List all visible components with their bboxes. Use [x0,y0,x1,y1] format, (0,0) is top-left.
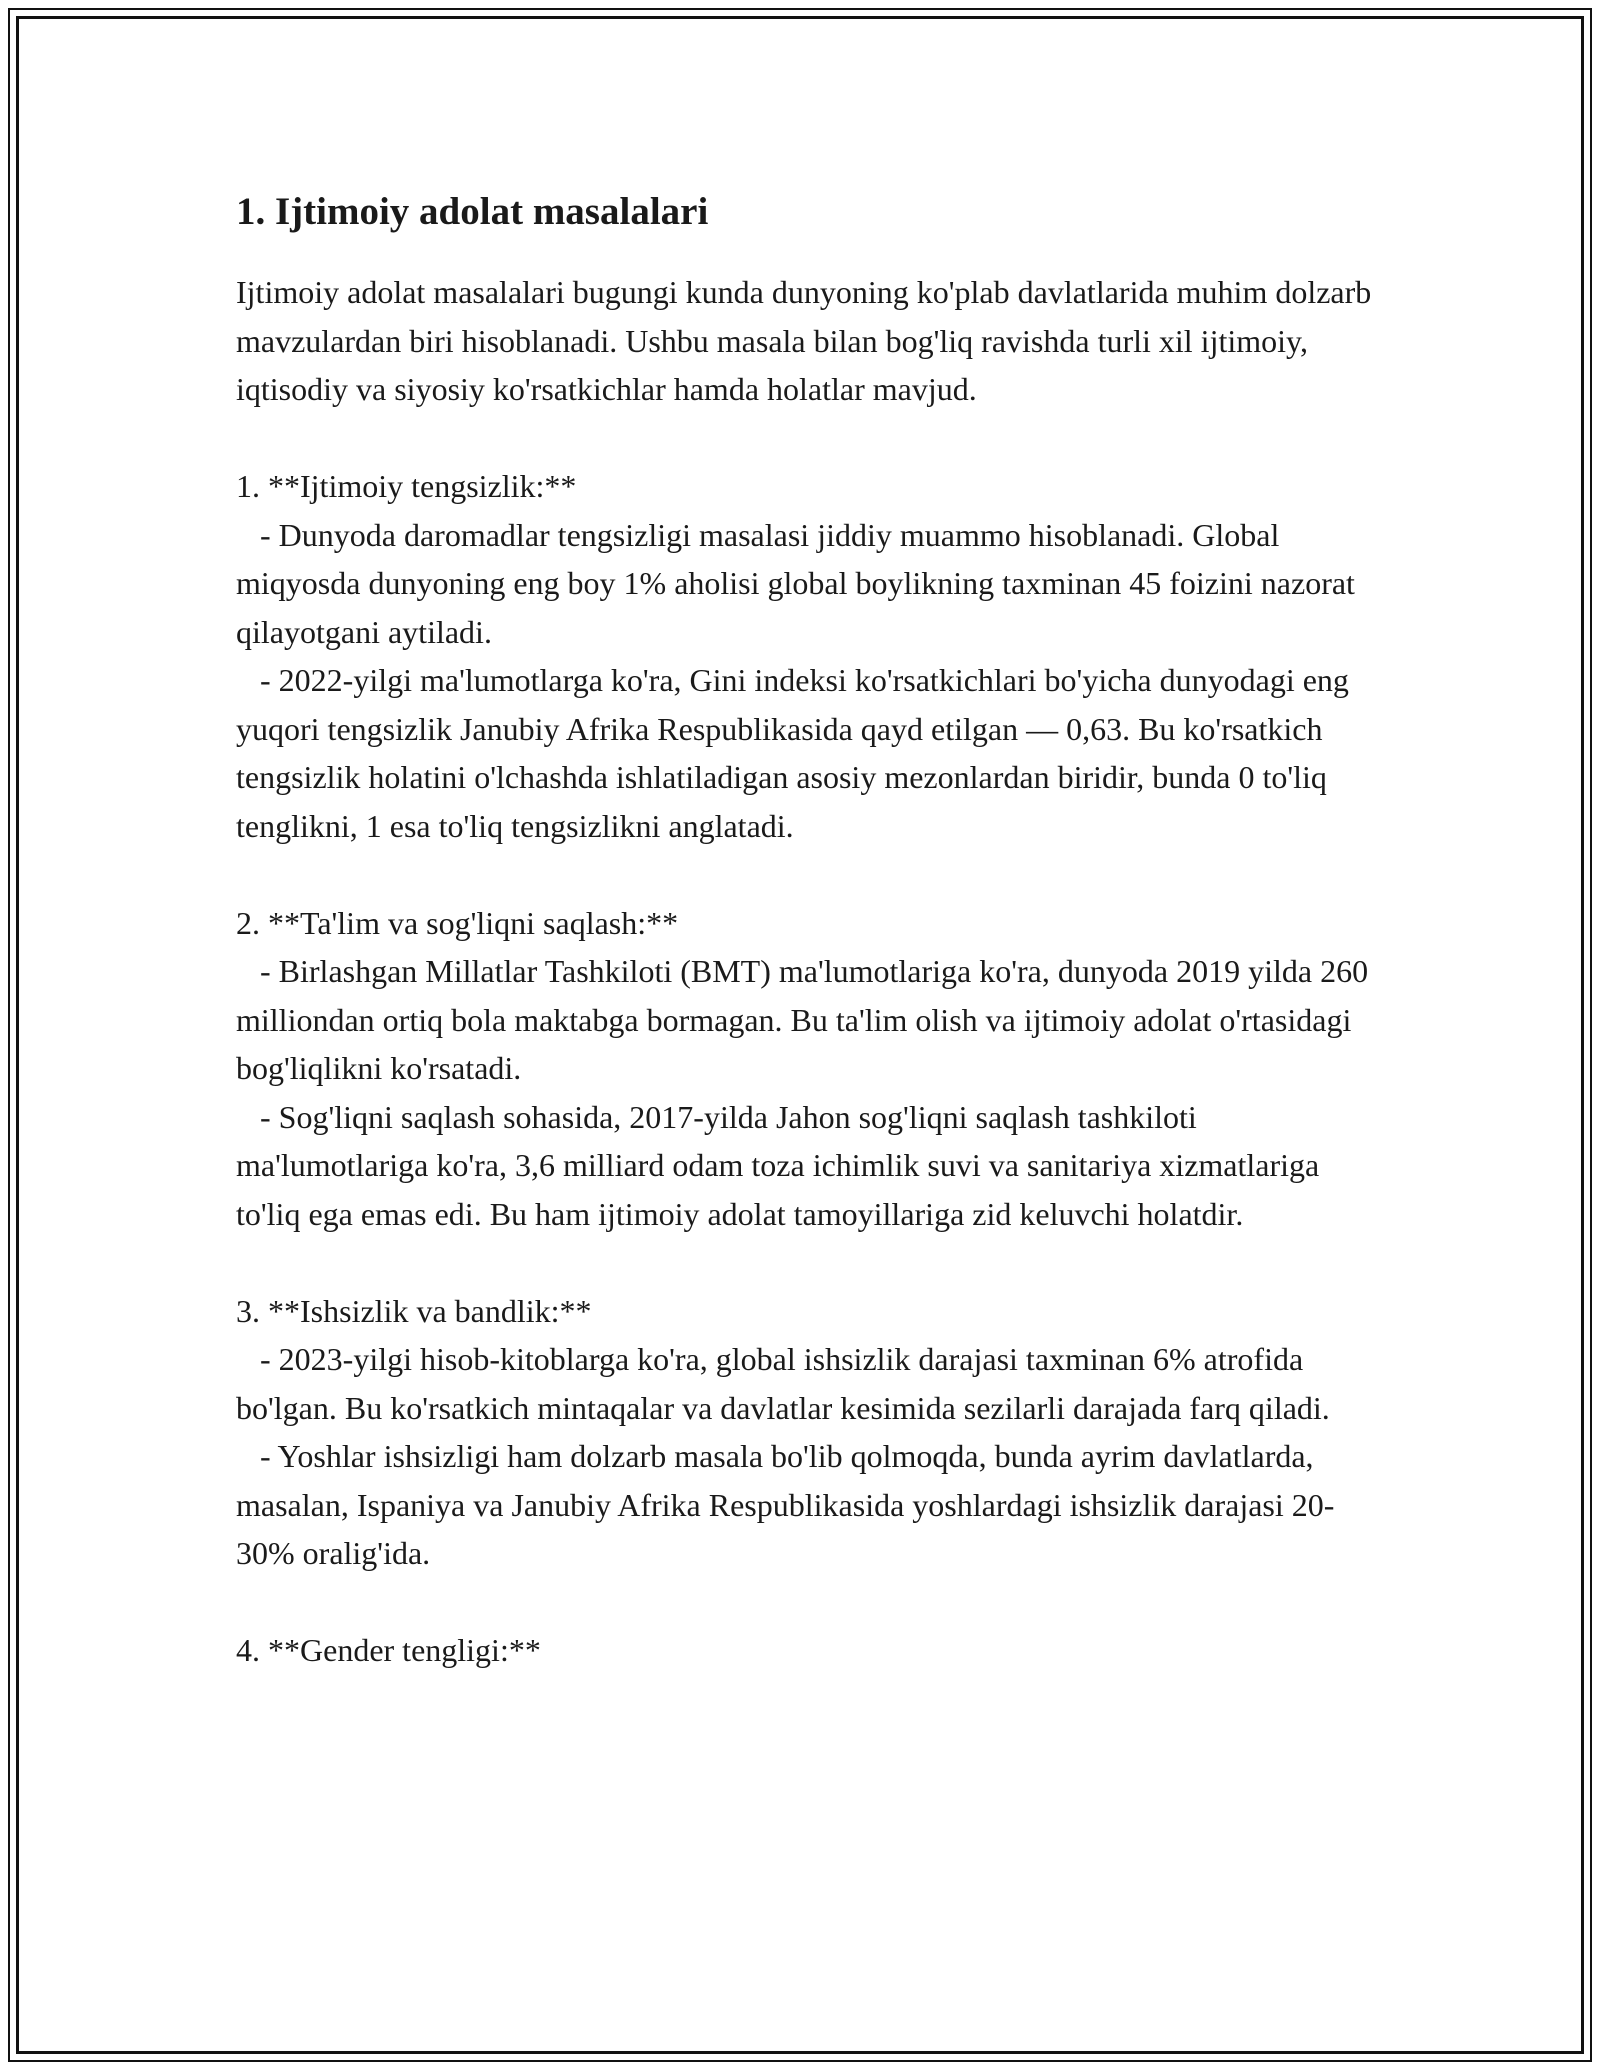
section-unemployment [236,1287,1386,1578]
section-bullet: - Dunyoda daromadlar tengsizligi masalasi jiddiy muammo hisoblanadi. Global miqyosda dunyoning eng boy 1% aholisi global boylikning taxminan 45 foizini nazorat qilayotgani aytiladi. [236,516,1363,650]
spacer [236,414,1386,463]
section-education-health [236,899,1386,1239]
section-bullet: - Sog'liqni saqlash sohasida, 2017-yilda Jahon sog'liqni saqlash tashkiloti ma'lumotlariga ko'ra, 3,6 milliard odam toza ichimlik suvi va sanitariya xizmatlariga to'liq ega emas edi. Bu ham ijtimoiy adolat tamoyillariga zid keluvchi holatdir. [236,1098,1328,1232]
section-bullet: - 2023-yilgi hisob-kitoblarga ko'ra, global ishsizlik darajasi taxminan 6% atrofida bo'lgan. Bu ko'rsatkich mintaqalar va davlatlar kesimida sezilarli darajada farq qiladi. [236,1341,1330,1426]
section-bullet: - 2022-yilgi ma'lumotlarga ko'ra, Gini indeksi ko'rsatkichlari bo'yicha dunyodagi eng yuqori tengsizlik Janubiy Afrika Respublikasida qayd etilgan — 0,63. Bu ko'rsatkich tengsizlik holatini o'lchashda ishlatiladigan asosiy mezonlardan biridir, bunda 0 to'liq tenglikni, 1 esa to'liq tengsizlikni anglatadi. [236,662,1357,844]
section-heading: 4. **Gender tengligi:** [236,1632,541,1668]
section-bullet: - Yoshlar ishsizligi ham dolzarb masala bo'lib qolmoqda, bunda ayrim davlatlarda, masalan, Ispaniya va Janubiy Afrika Respublikasida yoshlardagi ishsizlik darajasi 20-30% oralig'ida. [236,1438,1335,1571]
section-heading: 3. **Ishsizlik va bandlik:** [236,1292,592,1329]
intro-paragraph: Ijtimoiy adolat masalalari bugungi kunda dunyoning ko'plab davlatlarida muhim dolzarb mavzulardan biri hisoblanadi. Ushbu masala bilan bog'liq ravishda turli xil ijtimoiy, iqtisodiy va siyosiy ko'rsatkichlar hamda holatlar mavjud. [236,274,1380,407]
section-gender [236,1626,1386,1675]
section-heading: 2. **Ta'lim va sog'liqni saqlash:** [236,904,679,941]
spacer [236,1578,1386,1627]
document-title: 1. Ijtimoiy adolat masalalari [236,190,709,233]
section-inequality [236,462,1386,850]
document-page [236,184,1386,1675]
spacer [236,850,1386,899]
spacer [236,1238,1386,1287]
section-heading: 1. **Ijtimoiy tengsizlik:** [236,468,577,504]
section-bullet: - Birlashgan Millatlar Tashkiloti (BMT) ma'lumotlariga ko'ra, dunyoda 2019 yilda 260 milliondan ortiq bola maktabga bormagan. Bu ta'lim olish va ijtimoiy adolat o'rtasidagi bog'liqlikni ko'rsatadi. [236,953,1377,1086]
